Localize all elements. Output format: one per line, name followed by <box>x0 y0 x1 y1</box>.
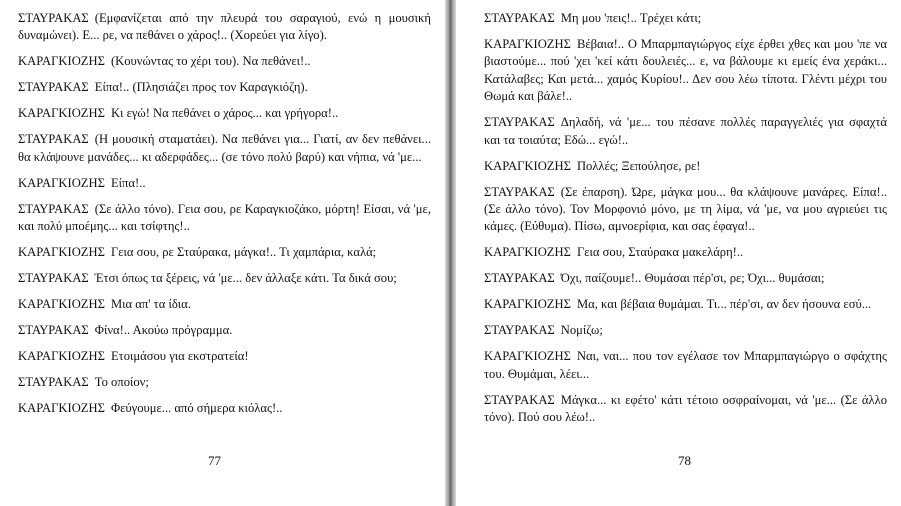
right-page <box>456 0 901 506</box>
dialogue-line <box>484 184 887 236</box>
dialogue-list <box>18 10 431 418</box>
speaker-name: ΚΑΡΑΓΚΙΟΖΗΣ <box>18 54 105 69</box>
speaker-name: ΣΤΑΥΡΑΚΑΣ <box>484 392 555 407</box>
dialogue-text: Γεια σου, Σταύρακα μακελάρη!.. <box>576 245 744 260</box>
speaker-name: ΚΑΡΑΓΚΙΟΖΗΣ <box>484 158 571 173</box>
book-gutter <box>445 0 456 506</box>
dialogue-text: Είπα!.. (Πλησιάζει προς τον Καραγκιόζη). <box>94 80 308 95</box>
dialogue-line <box>18 10 431 45</box>
dialogue-text: Μάγκα... κι εφέτο' κάτι τέτοιο οσφραίνομαι, νά 'με... (Σε άλλο τόνο). Πού σου λέω!.. <box>484 392 887 425</box>
dialogue-line <box>18 244 431 261</box>
dialogue-line <box>484 244 887 261</box>
dialogue-text: (Εμφανίζεται από την πλευρά του σαραγιού, ενώ η μουσική δυναμώνει). Ε... ρε, να πεθάνει ο χάρος!.. (Χορεύει για λίγο). <box>18 11 431 43</box>
dialogue-line <box>18 105 431 122</box>
speaker-name: ΚΑΡΑΓΚΙΟΖΗΣ <box>484 245 571 260</box>
speaker-name: ΣΤΑΥΡΑΚΑΣ <box>18 132 89 147</box>
left-page <box>0 0 445 506</box>
dialogue-text: Μια απ' τα ίδια. <box>110 297 191 312</box>
speaker-name: ΚΑΡΑΓΚΙΟΖΗΣ <box>484 349 571 364</box>
speaker-name: ΣΤΑΥΡΑΚΑΣ <box>18 375 89 390</box>
speaker-name: ΚΑΡΑΓΚΙΟΖΗΣ <box>18 349 105 364</box>
speaker-name: ΚΑΡΑΓΚΙΟΖΗΣ <box>18 297 105 312</box>
dialogue-text: Ετοιμάσου για εκστρατεία! <box>110 349 249 364</box>
dialogue-line <box>484 114 887 149</box>
dialogue-line <box>484 36 887 106</box>
speaker-name: ΣΤΑΥΡΑΚΑΣ <box>18 201 89 216</box>
dialogue-text: Ναι, ναι... που τον εγέλασε τον Μπαρμπαγιώργο ο σφάχτης του. Θυμάμαι, λέει... <box>484 349 887 381</box>
dialogue-line <box>18 53 431 70</box>
page-number: 78 <box>678 453 691 468</box>
speaker-name: ΣΤΑΥΡΑΚΑΣ <box>18 323 89 338</box>
dialogue-text: Βέβαια!.. Ο Μπαρμπαγιώργος είχε έρθει χθες και μου 'πε να βιαστούμε... πού 'χει 'κεί κάτι δουλειές... ε, να βάλουμε κι εμείς ένα χεράκι... Κατάλαβες; Και μετά... χαμός Κυρίου!.. Δεν σου λέω τίποτα. Γλέντι μέχρι του Θωμά και βάλε!.. <box>484 37 887 104</box>
dialogue-text: Φεύγουμε... από σήμερα κιόλας!.. <box>110 401 283 416</box>
dialogue-line <box>484 10 887 27</box>
speaker-name: ΣΤΑΥΡΑΚΑΣ <box>484 11 555 25</box>
dialogue-line <box>484 296 887 313</box>
dialogue-text: Πολλές; Ξεπούλησε, ρε! <box>576 158 701 173</box>
dialogue-line <box>18 374 431 391</box>
dialogue-line <box>18 296 431 313</box>
dialogue-line <box>18 201 431 236</box>
speaker-name: ΣΤΑΥΡΑΚΑΣ <box>484 115 555 130</box>
dialogue-text: Γεια σου, ρε Σταύρακα, μάγκα!.. Τι χαμπάρια, καλά; <box>110 245 377 260</box>
dialogue-text: Το οποίον; <box>94 375 149 390</box>
dialogue-line <box>18 322 431 339</box>
dialogue-text: Είπα!.. <box>110 175 146 190</box>
dialogue-text: Μη μου 'πεις!.. Τρέχει κάτι; <box>560 11 702 25</box>
dialogue-text: (Κουνώντας το χέρι του). Να πεθάνει!.. <box>110 54 311 69</box>
speaker-name: ΚΑΡΑΓΚΙΟΖΗΣ <box>18 175 105 190</box>
speaker-name: ΚΑΡΑΓΚΙΟΖΗΣ <box>484 297 571 312</box>
dialogue-text: (Σε έπαρση). Ώρε, μάγκα μου... θα κλάψουνε μανάρες. Είπα!.. (Σε άλλο τόνο). Τον Μορφονιό μόνο, με τη λίμα, νά 'με, να μου αγριεύει τις κάμες. (Εύθυμα). Πίσω, αμνοερίφια, και σας έφαγα!.. <box>484 184 887 234</box>
dialogue-text: Μα, και βέβαια θυμάμαι. Τι... πέρ'σι, αν δεν ήσουνα εσύ... <box>576 297 872 312</box>
speaker-name: ΣΤΑΥΡΑΚΑΣ <box>484 184 555 199</box>
speaker-name: ΣΤΑΥΡΑΚΑΣ <box>484 323 555 338</box>
dialogue-text: Κι εγώ! Να πεθάνει ο χάρος... και γρήγορα!.. <box>110 106 339 121</box>
dialogue-line <box>18 131 431 166</box>
dialogue-text: Φίνα!.. Ακούω πρόγραμμα. <box>94 323 233 338</box>
speaker-name: ΚΑΡΑΓΚΙΟΖΗΣ <box>18 401 105 416</box>
speaker-name: ΣΤΑΥΡΑΚΑΣ <box>18 271 89 286</box>
speaker-name: ΣΤΑΥΡΑΚΑΣ <box>18 11 89 25</box>
dialogue-text: Νομίζω; <box>560 323 603 338</box>
dialogue-line <box>18 175 431 192</box>
speaker-name: ΚΑΡΑΓΚΙΟΖΗΣ <box>18 106 105 121</box>
speaker-name: ΚΑΡΑΓΚΙΟΖΗΣ <box>484 37 571 51</box>
speaker-name: ΣΤΑΥΡΑΚΑΣ <box>484 271 555 286</box>
dialogue-line <box>484 348 887 383</box>
dialogue-line <box>484 270 887 287</box>
dialogue-line <box>484 158 887 175</box>
dialogue-line <box>18 270 431 287</box>
dialogue-text: (Σε άλλο τόνο). Γεια σου, ρε Καραγκιοζάκο, μόρτη! Είσαι, νά 'με, και πολύ μποέμης... και τσίφτης!.. <box>18 201 431 234</box>
dialogue-line <box>18 400 431 417</box>
dialogue-line <box>18 79 431 96</box>
speaker-name: ΣΤΑΥΡΑΚΑΣ <box>18 80 89 95</box>
dialogue-text: (Η μουσική σταματάει). Να πεθάνει για... Γιατί, αν δεν πεθάνει... θα κλάψουνε μανάδες... κι αδερφάδες... (σε τόνο πολύ βαρύ) και νήπια, νά 'με... <box>18 132 431 164</box>
dialogue-line <box>484 392 887 427</box>
page-number: 77 <box>208 453 221 468</box>
dialogue-text: Δηλαδή, νά 'με... του πέσανε πολλές παραγγελιές για σφαχτά και τα τοιαύτα; Εδώ... εγώ!.. <box>484 115 887 147</box>
dialogue-list <box>484 10 887 427</box>
dialogue-line <box>18 348 431 365</box>
speaker-name: ΚΑΡΑΓΚΙΟΖΗΣ <box>18 245 105 260</box>
dialogue-text: Έτσι όπως τα ξέρεις, νά 'με... δεν άλλαξε κάτι. Τα δικά σου; <box>94 271 397 286</box>
dialogue-line <box>484 322 887 339</box>
dialogue-text: Όχι, παίζουμε!.. Θυμάσαι πέρ'σι, ρε; Όχι... θυμάσαι; <box>560 271 825 286</box>
